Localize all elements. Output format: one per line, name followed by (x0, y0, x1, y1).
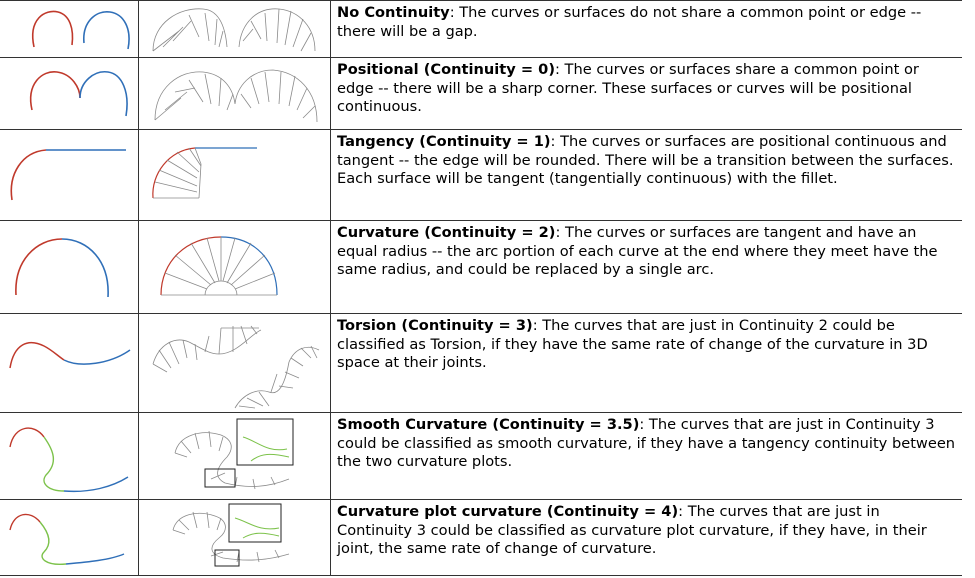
curve-illustration (0, 130, 139, 221)
description-cell (331, 500, 963, 576)
row-title: Positional (Continuity = 0) (337, 61, 555, 78)
curve-illustration (0, 221, 139, 314)
table-row (0, 221, 962, 314)
no-continuity-curve-icon (0, 1, 138, 57)
curve-illustration (0, 314, 139, 413)
row-text: : The curves that are just in Continuity 3 could be classified as smooth curvature, if they have a tangency continuity between the two curvature plots. (337, 416, 956, 471)
curve-illustration (0, 413, 139, 500)
positional-plot-icon (139, 58, 330, 129)
curvature-plot-illustration (139, 1, 331, 58)
row-text: : The curves or surfaces are positional continuous and tangent -- the edge will be rounded. There will be a transition between the surfaces. Each surface will be tangent (tangentially continuous) with the fillet. (337, 133, 954, 188)
curvature-plot-curvature-curve-icon (0, 500, 138, 575)
row-text: : The curves that are just in Continuity 3 could be classified as curvature plot curvature, if they have, in their joint, the same rate of change of curvature. (337, 503, 927, 558)
curvature-plot-illustration (139, 221, 331, 314)
tangency-curve-icon (0, 130, 138, 220)
curvature-plot-illustration (139, 130, 331, 221)
row-title: Curvature (Continuity = 2) (337, 224, 556, 241)
description-cell (331, 314, 963, 413)
table-row (0, 1, 962, 58)
smooth-curvature-plot-icon (139, 413, 330, 499)
curve-illustration (0, 500, 139, 576)
curvature-plot-illustration (139, 500, 331, 576)
row-text: : The curves or surfaces share a common point or edge -- there will be a sharp corner. These surfaces or curves will be positional continuous. (337, 61, 919, 116)
torsion-plot-icon (139, 314, 330, 412)
row-title: Torsion (Continuity = 3) (337, 317, 533, 334)
row-title: No Continuity (337, 4, 450, 21)
description-cell (331, 130, 963, 221)
curvature-plot-illustration (139, 413, 331, 500)
row-text: : The curves that are just in Continuity 2 could be classified as Torsion, if they have the same rate of change of the curvature in 3D space at their joints. (337, 317, 928, 372)
curvature-plot-icon-svg (139, 221, 330, 313)
table-row (0, 58, 962, 130)
table-row (0, 413, 962, 500)
row-title: Smooth Curvature (Continuity = 3.5) (337, 416, 640, 433)
row-text: : The curves or surfaces do not share a common point or edge -- there will be a gap. (337, 4, 922, 40)
curvature-plot-illustration (139, 314, 331, 413)
table-row (0, 314, 962, 413)
description-cell (331, 1, 963, 58)
description-cell (331, 58, 963, 130)
curve-illustration (0, 1, 139, 58)
no-continuity-plot-icon (139, 1, 330, 57)
positional-curve-icon (0, 58, 138, 129)
row-text: : The curves or surfaces are tangent and have an equal radius -- the arc portion of each curve at the end where they meet have the same radius, and could be replaced by a single arc. (337, 224, 938, 279)
table-row (0, 130, 962, 221)
curvature-plot-illustration (139, 58, 331, 130)
curvature-curve-icon (0, 221, 138, 313)
row-title: Curvature plot curvature (Continuity = 4) (337, 503, 679, 520)
torsion-curve-icon (0, 314, 138, 412)
description-cell (331, 221, 963, 314)
curve-illustration (0, 58, 139, 130)
description-cell (331, 413, 963, 500)
row-title: Tangency (Continuity = 1) (337, 133, 551, 150)
curvature-plot-curvature-plot-icon (139, 500, 330, 575)
tangency-plot-icon (139, 130, 330, 220)
smooth-curvature-curve-icon (0, 413, 138, 499)
table-row (0, 500, 962, 576)
